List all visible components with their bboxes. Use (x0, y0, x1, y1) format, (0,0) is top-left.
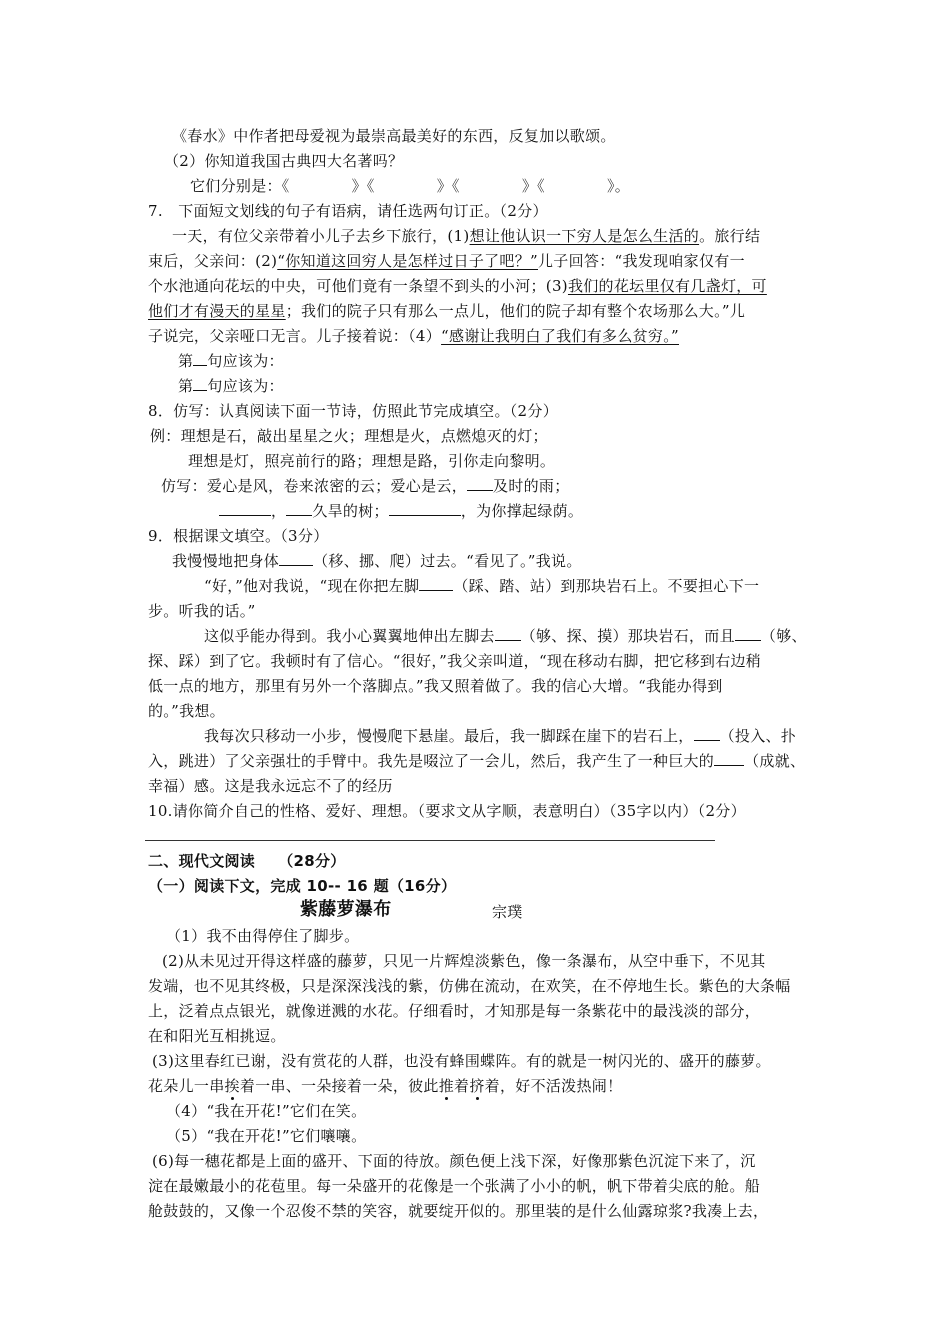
q7-para-line-2: 束后，父亲问：(2)“你知道这回穷人是怎样过日子了吧？”儿子回答：“我发现咱家仅有一 (148, 252, 745, 270)
q9-line-3: 步。听我的话。” (148, 602, 256, 620)
q8-heading: 8．仿写：认真阅读下面一节诗，仿照此节完成填空。（2分） (148, 402, 558, 420)
q7-para-line-4: 他们才有漫天的星星；我们的院子只有那么一点儿，他们的院子却有整个农场那么大。”儿 (148, 302, 746, 320)
article-para-4: （4）“我在开花!”它们在笑。 (166, 1102, 367, 1120)
q7-para-line-5: 子说完，父亲哑口无言。儿子接着说：（4）“感谢让我明白了我们有多么贫穷。” (148, 327, 679, 345)
q7-answer-line-1: 第 句应该为： (178, 352, 284, 370)
article-para-6-line-3: 舱鼓鼓的，又像一个忍俊不禁的笑容，就要绽开似的。那里装的是什么仙露琼浆?我凑上去， (148, 1202, 769, 1220)
q9-heading: 9．根据课文填空。（3分） (148, 527, 329, 545)
q9-line-5: 探、踩）到了它。我顿时有了信心。“很好，”我父亲叫道，“现在移动右脚，把它移到右边稍 (148, 652, 762, 670)
article-para-2-line-2: 发端，也不见其终极，只是深深浅浅的紫，仿佛在流动，在欢笑，在不停地生长。紫色的大条幅 (148, 977, 791, 995)
article-para-6-line-2: 淀在最嫩最小的花苞里。每一朵盛开的花像是一个张满了小小的帆，帆下带着尖底的舱。船 (148, 1177, 761, 1195)
q6-line-1: 《春水》中作者把母爱视为最崇高最美好的东西，反复加以歌颂。 (172, 127, 616, 145)
emphasis-char: 挨 (224, 1077, 240, 1095)
section2-subheading: （一）阅读下文，完成 10-- 16 题（16分） (148, 877, 457, 895)
q9-line-1: 我慢慢地把身体 （移、挪、爬）过去。“看见了。”我说。 (172, 552, 582, 570)
article-para-5: （5）“我在开花!”它们嚷嚷。 (166, 1127, 367, 1145)
q9-line-2: “好，”他对我说，“现在你把左脚 （踩、踏、站）到那块岩石上。不要担心下一 (204, 577, 760, 595)
q7-sentence-2: “你知道这回穷人是怎样过日子了吧？” (277, 252, 538, 270)
q8-example-line-1: 例：理想是石，敲出星星之火；理想是火，点燃熄灭的灯； (150, 427, 548, 445)
q10-heading: 10.请你简介自己的性格、爱好、理想。（要求文从字顺，表意明白）（35字以内）（2分） (148, 802, 746, 820)
q6-line-3: 它们分别是：《 》《 》《 》《 》。 (190, 177, 631, 195)
q7-para-line-1: 一天，有位父亲带着小儿子去乡下旅行，(1)想让他认识一下穷人是怎么生活的。旅行结 (172, 227, 761, 245)
q9-line-4: 这似乎能办得到。我小心翼翼地伸出左脚去 （够、探、摸）那块岩石，而且 （够、 (204, 627, 807, 645)
emphasis-char: 推 (438, 1077, 455, 1095)
q7-sentence-4: “感谢让我明白了我们有多么贫穷。” (441, 327, 679, 345)
section2-heading: 二、现代文阅读 （28分） (148, 852, 346, 870)
q8-fill-line-2: ， 久旱的树； ，为你撑起绿荫。 (219, 501, 583, 521)
q7-para-line-3: 个水池通向花坛的中央，可他们竟有一条望不到头的小河；(3)我们的花坛里仅有几盏灯，可 (148, 277, 767, 295)
q9-line-9: 入，跳进）了父亲强壮的手臂中。我先是啜泣了一会儿，然后，我产生了一种巨大的 （成就、 (148, 752, 806, 770)
emphasis-char: 挤 (469, 1077, 485, 1095)
article-title: 紫藤萝瀑布 (300, 899, 392, 920)
q9-line-10: 幸福）感。这是我永远忘不了的经历 (148, 777, 393, 795)
q7-sentence-3: 我们的花坛里仅有几盏灯，可 (567, 277, 767, 295)
q7-answer-line-2: 第 句应该为： (178, 377, 284, 395)
q9-line-6: 低一点的地方，那里有另外一个落脚点。”我又照着做了。我的信心大增。“我能办得到 (148, 677, 723, 695)
article-para-2-line-3: 上，泛着点点银光，就像迸溅的水花。仔细看时，才知那是每一条紫花中的最浅淡的部分， (148, 1002, 761, 1020)
article-para-6-line-1: (6)每一穗花都是上面的盛开、下面的待放。颜色便上浅下深，好像那紫色沉淀下来了，沉 (152, 1152, 756, 1170)
article-author: 宗璞 (492, 903, 523, 921)
article-para-2-line-1: (2)从未见过开得这样盛的藤萝，只见一片辉煌淡紫色，像一条瀑布，从空中垂下，不见其 (162, 952, 766, 970)
q8-example-line-2: 理想是灯，照亮前行的路；理想是路，引你走向黎明。 (188, 452, 556, 470)
article-para-1: （1）我不由得停住了脚步。 (166, 927, 360, 945)
article-para-3-line-1: (3)这里春红已谢，没有赏花的人群，也没有蜂围蝶阵。有的就是一树闪光的、盛开的藤萝。 (152, 1052, 771, 1070)
q7-heading: 7. 下面短文划线的句子有语病，请任选两句订正。（2分） (148, 202, 548, 220)
article-para-2-line-4: 在和阳光互相挑逗。 (148, 1027, 286, 1045)
q9-line-8: 我每次只移动一小步，慢慢爬下悬崖。最后，我一脚踩在崖下的岩石上， （投入、扑 (204, 727, 797, 745)
q7-sentence-1: 想让他认识一下穷人是怎么生活的 (469, 227, 700, 245)
q6-line-2: （2）你知道我国古典四大名著吗？ (164, 152, 404, 170)
q9-line-7: 的。”我想。 (148, 702, 225, 720)
q10-answer-line[interactable] (145, 840, 715, 841)
q7-sentence-3-cont: 他们才有漫天的星星 (148, 302, 286, 320)
article-para-3-line-2: 花朵儿一串挨着一串、一朵接着一朵，彼此推着挤着，好不活泼热闹！ (148, 1077, 623, 1095)
q8-fill-line-1: 仿写：爱心是风，卷来浓密的云；爱心是云， 及时的雨； (161, 477, 570, 495)
